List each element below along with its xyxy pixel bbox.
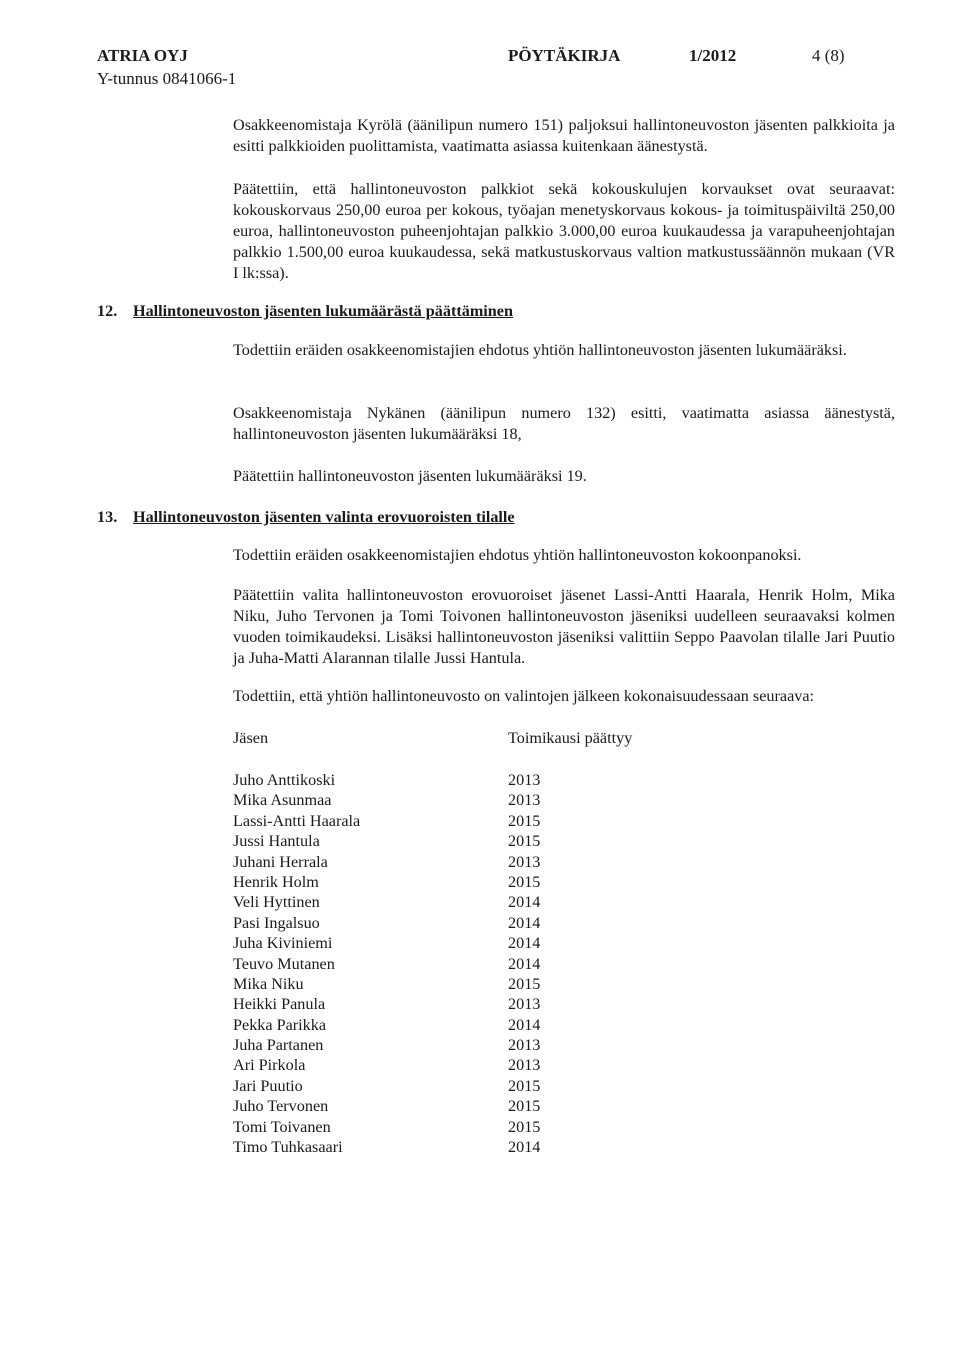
member-term-end: 2013 [508,1056,541,1075]
intro-paragraph-1: Osakkeenomistaja Kyrölä (äänilipun numero 151) paljoksui hallintoneuvoston jäsenten palkkioita ja esitti palkkioiden puolittamista, vaatimatta asiassa kuitenkaan äänestystä. [233,116,895,155]
table-row [233,872,833,892]
member-term-end: 2013 [508,995,541,1014]
member-name: Veli Hyttinen [233,893,320,912]
member-term-end: 2014 [508,1015,541,1034]
table-row [233,1117,833,1137]
section-12-heading [97,302,513,321]
member-name: Pasi Ingalsuo [233,913,320,932]
section-12-paragraph-2: Osakkeenomistaja Nykänen (äänilipun numero 132) esitti, vaatimatta asiassa äänestystä, hallintoneuvoston jäsenten lukumääräksi 18, [233,404,895,443]
document-type: PÖYTÄKIRJA [508,46,621,65]
member-term-end: 2015 [508,811,541,830]
intro-paragraph-2: Päätettiin, että hallintoneuvoston palkkiot sekä kokouskulujen korvaukset ovat seuraavat: kokouskorvaus 250,00 euroa per kokous, työajan menetyskorvaus kokous- ja toimituspäiviltä 250,00 euroa, hallintoneuvoston puheenjohtajan palkkio 3.000,00 euroa kuukaudessa ja varapuheenjohtajan palkkio 1.500,00 euroa kuukaudessa, sekä matkustuskorvaus valtion matkustussäännön mukaan (VR I lk:ssa). [233,180,895,282]
table-row [233,1076,833,1096]
table-row [233,770,833,790]
table-row [233,1096,833,1116]
member-term-end: 2015 [508,1097,541,1116]
business-id: Y-tunnus 0841066-1 [97,69,237,88]
member-name: Juho Tervonen [233,1097,329,1116]
member-name: Teuvo Mutanen [233,954,335,973]
table-row [233,831,833,851]
member-term-end: 2014 [508,1138,541,1157]
table-row [233,974,833,994]
member-term-end: 2013 [508,852,541,871]
member-name: Juha Partanen [233,1036,324,1055]
table-row [233,913,833,933]
section-13-number: 13. [97,508,118,526]
member-name: Tomi Toivanen [233,1117,331,1136]
table-row [233,790,833,810]
member-name: Mika Niku [233,974,304,993]
section-13-paragraph-3: Todettiin, että yhtiön hallintoneuvosto on valintojen jälkeen kokonaisuudessaan seuraava: [233,687,815,705]
table-row [233,852,833,872]
page-header [97,46,857,96]
member-name: Timo Tuhkasaari [233,1138,343,1157]
member-term-end: 2014 [508,893,541,912]
table-row [233,811,833,831]
member-name: Henrik Holm [233,872,319,891]
member-name: Juha Kiviniemi [233,934,333,953]
member-name: Heikki Panula [233,995,326,1014]
member-term-end: 2013 [508,791,541,810]
table-row [233,1035,833,1055]
section-13-title: Hallintoneuvoston jäsenten valinta erovuoroisten tilalle [133,508,515,526]
members-table [233,770,833,1157]
table-row [233,994,833,1014]
member-name: Ari Pirkola [233,1056,306,1075]
member-name: Jari Puutio [233,1076,303,1095]
document-number: 1/2012 [689,46,737,65]
table-row [233,1055,833,1075]
section-13-paragraph-2: Päätettiin valita hallintoneuvoston erovuoroiset jäsenet Lassi-Antti Haarala, Henrik Holm, Mika Niku, Juho Tervonen ja Tomi Toivonen hallintoneuvoston jäseniksi uudelleen seuraavaksi kolmen vuoden toimikaudeksi. Lisäksi hallintoneuvoston jäseniksi valittiin Seppo Paavolan tilalle Jari Puutio ja Juha-Matti Alarannan tilalle Jussi Hantula. [233,586,895,667]
member-term-end: 2014 [508,954,541,973]
section-12-title: Hallintoneuvoston jäsenten lukumäärästä päättäminen [133,302,513,320]
column-header-term: Toimikausi päättyy [508,729,633,747]
member-term-end: 2015 [508,872,541,891]
table-row [233,892,833,912]
member-term-end: 2014 [508,913,541,932]
member-name: Pekka Parikka [233,1015,327,1034]
company-name: ATRIA OYJ [97,46,188,65]
table-row [233,954,833,974]
member-term-end: 2015 [508,974,541,993]
section-12-paragraph-3: Päätettiin hallintoneuvoston jäsenten lukumääräksi 19. [233,467,587,485]
table-row [233,933,833,953]
section-12-number: 12. [97,302,118,320]
member-term-end: 2015 [508,1117,541,1136]
table-row [233,1015,833,1035]
member-term-end: 2015 [508,1076,541,1095]
column-header-member: Jäsen [233,729,269,747]
member-name: Juho Anttikoski [233,771,336,789]
member-term-end: 2013 [508,771,541,789]
member-term-end: 2013 [508,1036,541,1055]
member-term-end: 2014 [508,934,541,953]
member-name: Lassi-Antti Haarala [233,811,361,830]
member-name: Jussi Hantula [233,832,320,851]
page-number: 4 (8) [812,46,845,65]
section-13-paragraph-1: Todettiin eräiden osakkeenomistajien ehdotus yhtiön hallintoneuvoston kokoonpanoksi. [233,546,802,564]
member-name: Mika Asunmaa [233,791,332,810]
member-name: Juhani Herrala [233,852,328,871]
member-term-end: 2015 [508,832,541,851]
section-12-paragraph-1: Todettiin eräiden osakkeenomistajien ehdotus yhtiön hallintoneuvoston jäsenten lukumääräksi. [233,341,847,359]
section-13-heading [97,508,515,527]
table-row [233,1137,833,1157]
